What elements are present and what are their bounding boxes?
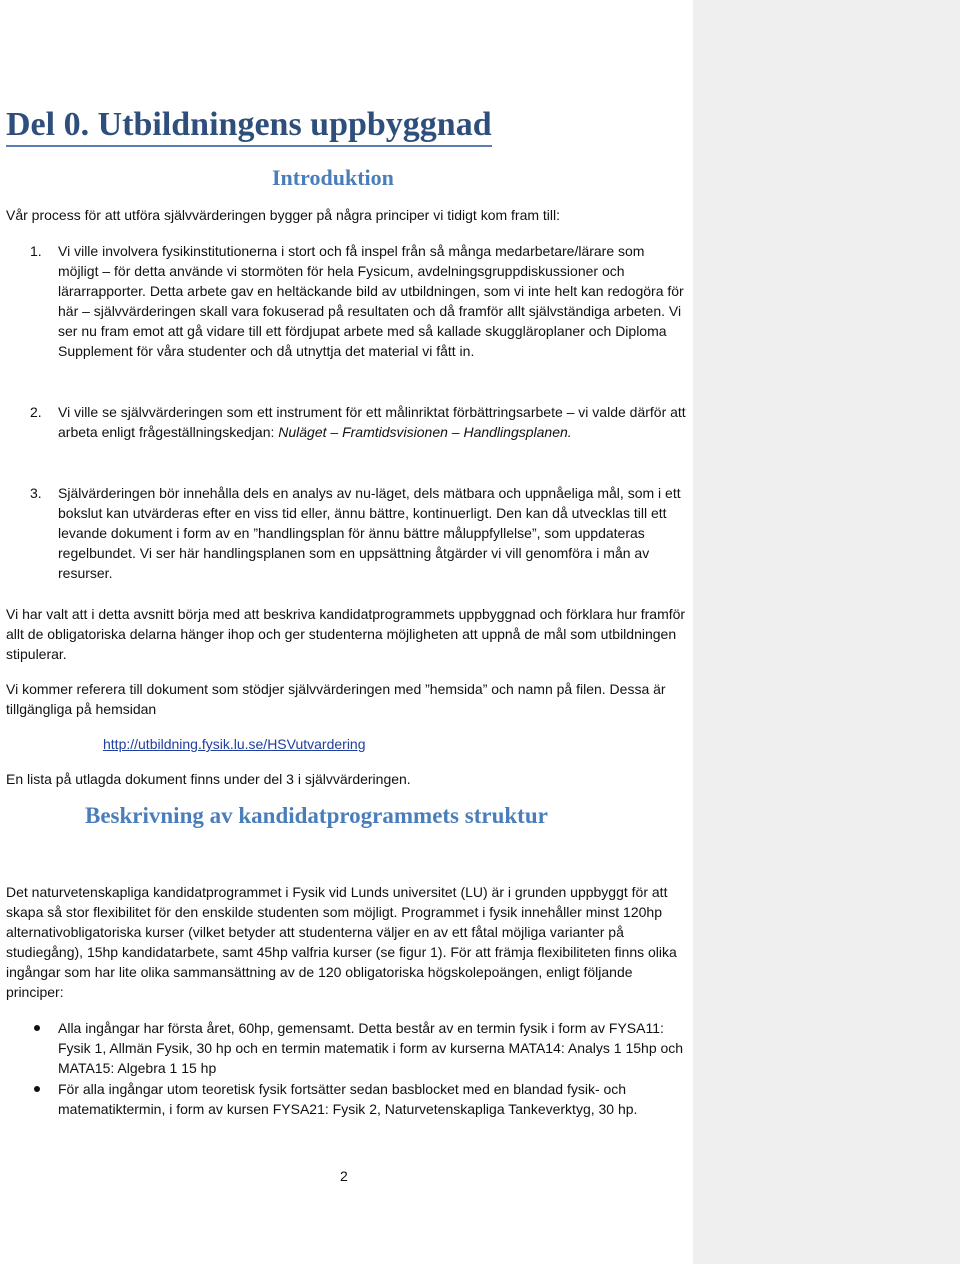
bullet-item [34, 1018, 686, 1078]
heading-del-0: Del 0. Utbildningens uppbyggnad [6, 106, 492, 147]
bullet-text: Alla ingångar har första året, 60hp, gemensamt. Detta består av en termin fysik i form av FYSA11: Fysik 1, Allmän Fysik, 30 hp och en termin matematik i form av kurserna MATA14: Analys 1 15hp och MATA15: Algebra 1 15 hp [58, 1020, 684, 1076]
list-item [30, 241, 686, 361]
list-item-text-part: Vi ville se självvärderingen som ett instrument för ett målinriktat förbättringsarbete – vi valde därför att arbeta enligt frågeställningskedjan: [58, 404, 686, 440]
list-item [30, 402, 686, 442]
bullet-icon [34, 1025, 40, 1031]
list-item-text [58, 402, 686, 442]
list-number: 2. [30, 404, 42, 420]
intro-paragraph: Vår process för att utföra självvärderingen bygger på några principer vi tidigt kom fram till: [6, 207, 561, 223]
bullet-icon [34, 1086, 40, 1092]
heading-program-structure: Beskrivning av kandidatprogrammets struktur [85, 803, 548, 828]
bullet-item [34, 1079, 686, 1119]
list-item-text: Vi ville involvera fysikinstitutionerna i stort och få inspel från så många medarbetare/lärare som möjligt – för detta använde vi stormöten för hela Fysicum, avdelningsgruppdiskussioner och lärarrapporter. Detta arbete gav en heltäckande bild av utbildningen, som vi inte helt kan redogöra för här – självvärderingen skall vara fokuserad på resultaten och då framför allt självständiga arbeten. Vi ser nu fram emot att gå vidare till ett fördjupat arbete med så kallade skuggläroplaner och Diploma Supplement för våra studenter och då utnyttja det material vi fått in. [58, 243, 684, 359]
bullet-text: För alla ingångar utom teoretisk fysik fortsätter sedan basblocket med en blandad fysik- och matematiktermin, i form av kursen FYSA21: Fysik 2, Naturvetenskapliga Tankeverktyg, 30 hp. [58, 1081, 638, 1117]
list-item-emphasis: Nuläget – Framtidsvisionen – Handlingsplanen. [278, 424, 572, 440]
paragraph-document-list: En lista på utlagda dokument finns under del 3 i självvärderingen. [6, 771, 411, 787]
list-item-text: Självärderingen bör innehålla dels en analys av nu-läget, dels mätbara och uppnåeliga mål, som i ett bokslut kan utvärderas efter en viss tid eller, ännu bättre, kontinuerligt. Den kan då utvecklas till ett levande dokument i form av en ”handlingsplan för ännu bättre måluppfyllelse”, som uppdateras regelbundet. Vi ser här handlingsplanen som en uppsättning åtgärder vi vill genomföra i mån av resurser. [58, 485, 681, 581]
comment-margin-pane [693, 0, 960, 1264]
hemsida-link[interactable]: http://utbildning.fysik.lu.se/HSVutvardering [103, 736, 366, 752]
paragraph-intro-section: Vi har valt att i detta avsnitt börja med att beskriva kandidatprogrammets uppbyggnad och förklara hur framför allt de obligatoriska delarna hänger ihop och ger studenterna möjligheten att uppnå de mål som utbildningen stipulerar. [6, 606, 686, 662]
list-item [30, 483, 686, 583]
list-number: 3. [30, 485, 42, 501]
heading-introduktion: Introduktion [272, 165, 394, 190]
page-number: 2 [340, 1168, 348, 1184]
paragraph-references: Vi kommer referera till dokument som stödjer självvärderingen med ”hemsida” och namn på filen. Dessa är tillgängliga på hemsidan [6, 681, 666, 717]
list-number: 1. [30, 243, 42, 259]
paragraph-program-description: Det naturvetenskapliga kandidatprogrammet i Fysik vid Lunds universitet (LU) är i grunden uppbyggt för att skapa så stor flexibilitet för den enskilde studenten som möjligt. Programmet i fysik innehåller minst 120hp alternativobligatoriska kurser (vilket betyder att studenterna väljer en av ett fåtal möjliga varianter på studiegång), 15hp kandidatarbete, samt 45hp valfria kurser (se figur 1). För att främja flexibiliteten finns olika ingångar som har lite olika sammansättning av de 120 obligatoriska högskolepoängen, enligt följande principer: [6, 884, 677, 1000]
